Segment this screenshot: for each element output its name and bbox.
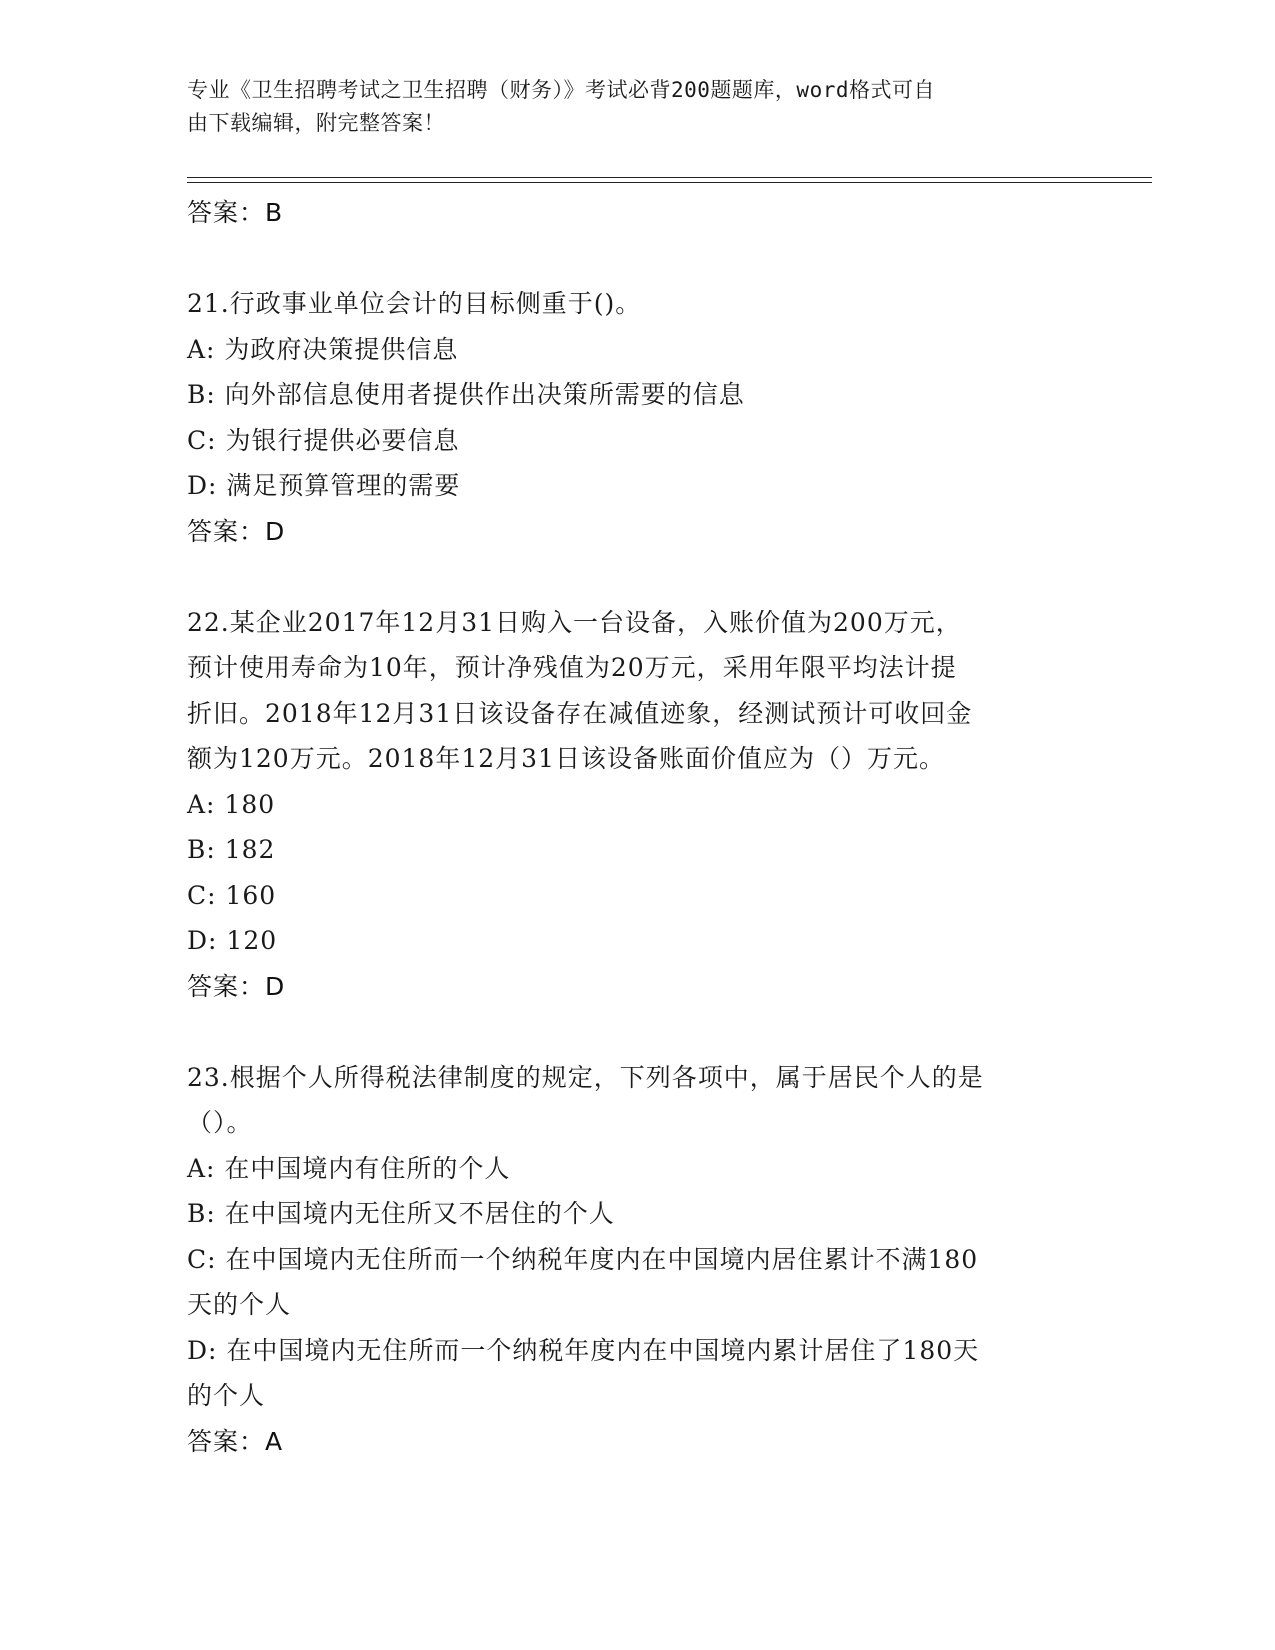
- option-text-line: B: 182: [187, 835, 276, 864]
- question-spacer: [187, 554, 1087, 600]
- option-text-line: D: 120: [187, 926, 278, 955]
- option-text-line: D: 满足预算管理的需要: [187, 471, 461, 500]
- option-a: [187, 1146, 1087, 1192]
- question-list: [187, 190, 1087, 1464]
- document-header: [187, 74, 1077, 140]
- option-a: [187, 782, 1087, 828]
- option-text-line: B: 向外部信息使用者提供作出决策所需要的信息: [187, 380, 745, 409]
- option-d: [187, 1328, 1087, 1419]
- question-spacer: [187, 1009, 1087, 1055]
- question-stem-line: 折旧。2018年12月31日该设备存在减值迹象，经测试预计可收回金: [187, 698, 973, 728]
- question-stem-line: 预计使用寿命为10年，预计净残值为20万元，采用年限平均法计提: [187, 653, 957, 682]
- question-spacer: [187, 236, 1087, 282]
- option-text-line: D: 在中国境内无住所而一个纳税年度内在中国境内累计居住了180天: [187, 1335, 980, 1365]
- questions-container: [187, 236, 1087, 1465]
- option-text-line: 的个人: [187, 1381, 266, 1410]
- option-c: [187, 873, 1087, 919]
- answer-line: 答案：D: [187, 971, 286, 1001]
- option-text-line: C: 为银行提供必要信息: [187, 425, 460, 455]
- header-line-1: 专业《卫生招聘考试之卫生招聘（财务）》考试必背200题题库，word格式可自: [187, 78, 935, 102]
- answer-line: 答案：D: [187, 516, 286, 546]
- option-b: [187, 1191, 1087, 1237]
- option-d: [187, 918, 1087, 964]
- question-block: [187, 1055, 1087, 1465]
- option-a: [187, 327, 1087, 373]
- option-text-line: A: 为政府决策提供信息: [187, 334, 459, 364]
- option-text-line: 天的个人: [187, 1290, 292, 1319]
- question-block: [187, 281, 1087, 554]
- answer-line: 答案：A: [187, 1426, 284, 1456]
- question-block: [187, 600, 1087, 1010]
- option-c: [187, 418, 1087, 464]
- option-c: [187, 1237, 1087, 1328]
- option-b: [187, 827, 1087, 873]
- option-text-line: C: 160: [187, 880, 277, 910]
- header-divider-bottom: [187, 182, 1152, 183]
- option-text-line: B: 在中国境内无住所又不居住的个人: [187, 1199, 615, 1228]
- question-stem-line: 21.行政事业单位会计的目标侧重于()。: [187, 289, 642, 318]
- question-stem-line: 23.根据个人所得税法律制度的规定，下列各项中，属于居民个人的是: [187, 1062, 984, 1092]
- option-b: [187, 372, 1087, 418]
- option-text-line: A: 在中国境内有住所的个人: [187, 1153, 511, 1183]
- question-stem-line: （）。: [187, 1108, 253, 1137]
- header-divider-top: [187, 177, 1152, 178]
- option-d: [187, 463, 1087, 509]
- previous-answer: 答案：B: [187, 198, 284, 227]
- question-stem-line: 额为120万元。2018年12月31日该设备账面价值应为（）万元。: [187, 744, 945, 773]
- option-text-line: A: 180: [187, 789, 276, 819]
- header-line-2: 由下载编辑，附完整答案！: [187, 111, 445, 135]
- option-text-line: C: 在中国境内无住所而一个纳税年度内在中国境内居住累计不满180: [187, 1244, 979, 1274]
- question-stem-line: 22.某企业2017年12月31日购入一台设备，入账价值为200万元，: [187, 607, 962, 637]
